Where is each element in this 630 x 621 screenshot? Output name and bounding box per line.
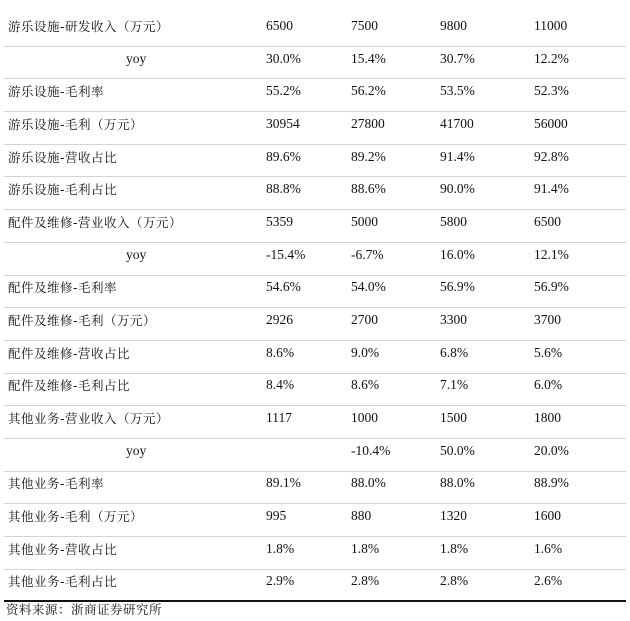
value-cell: 1000 bbox=[351, 410, 378, 426]
row-label: 配件及维修-毛利占比 bbox=[8, 378, 131, 394]
row-label: 游乐设施-毛利（万元） bbox=[8, 116, 144, 132]
value-cell: 55.2% bbox=[266, 83, 301, 99]
value-cell: 89.2% bbox=[351, 148, 386, 164]
row-label: 游乐设施-毛利占比 bbox=[8, 182, 118, 198]
row-label: 其他业务-毛利率 bbox=[8, 476, 105, 492]
value-cell: 5000 bbox=[351, 213, 378, 229]
value-cell: 1.8% bbox=[266, 540, 295, 556]
value-cell: 6500 bbox=[534, 213, 561, 229]
row-label: 配件及维修-毛利（万元） bbox=[8, 313, 157, 329]
row-label: yoy bbox=[126, 50, 147, 66]
value-cell: 9.0% bbox=[351, 344, 380, 360]
value-cell: 90.0% bbox=[440, 181, 475, 197]
row-label: yoy bbox=[126, 442, 147, 458]
value-cell: 1.6% bbox=[534, 540, 563, 556]
value-cell: 52.3% bbox=[534, 83, 569, 99]
value-cell: 1500 bbox=[440, 410, 467, 426]
value-cell: 9800 bbox=[440, 17, 467, 33]
value-cell: 16.0% bbox=[440, 246, 475, 262]
source-note: 资料来源：浙商证券研究所 bbox=[6, 602, 163, 617]
value-cell: 30954 bbox=[266, 115, 300, 131]
value-cell: 27800 bbox=[351, 115, 385, 131]
value-cell: 6500 bbox=[266, 17, 293, 33]
value-cell: 995 bbox=[266, 508, 287, 524]
value-cell: 5800 bbox=[440, 213, 467, 229]
table-row bbox=[4, 570, 626, 603]
value-cell: 1800 bbox=[534, 410, 561, 426]
value-cell: 11000 bbox=[534, 17, 568, 33]
value-cell: 89.1% bbox=[266, 475, 301, 491]
value-cell: 3300 bbox=[440, 312, 467, 328]
value-cell: 54.0% bbox=[351, 279, 386, 295]
value-cell: -6.7% bbox=[351, 246, 384, 262]
value-cell: 1.8% bbox=[351, 540, 380, 556]
financial-table bbox=[4, 14, 626, 602]
value-cell: 88.9% bbox=[534, 475, 569, 491]
value-cell: 15.4% bbox=[351, 50, 386, 66]
value-cell: 8.4% bbox=[266, 377, 295, 393]
row-label: 配件及维修-毛利率 bbox=[8, 280, 118, 296]
value-cell: 8.6% bbox=[351, 377, 380, 393]
value-cell: 7.1% bbox=[440, 377, 469, 393]
value-cell: 88.6% bbox=[351, 181, 386, 197]
value-cell: 2.6% bbox=[534, 573, 563, 589]
row-label: 其他业务-毛利（万元） bbox=[8, 509, 144, 525]
row-label: 游乐设施-营收占比 bbox=[8, 149, 118, 165]
value-cell: 7500 bbox=[351, 17, 378, 33]
value-cell: 88.8% bbox=[266, 181, 301, 197]
value-cell: 50.0% bbox=[440, 442, 475, 458]
value-cell: 92.8% bbox=[534, 148, 569, 164]
value-cell: 12.2% bbox=[534, 50, 569, 66]
value-cell: 56000 bbox=[534, 115, 568, 131]
value-cell: 56.2% bbox=[351, 83, 386, 99]
row-label: 配件及维修-营收占比 bbox=[8, 345, 131, 361]
value-cell: 89.6% bbox=[266, 148, 301, 164]
row-label: 其他业务-营业收入（万元） bbox=[8, 411, 170, 427]
value-cell: 6.0% bbox=[534, 377, 563, 393]
value-cell: 2700 bbox=[351, 312, 378, 328]
value-cell: 2.9% bbox=[266, 573, 295, 589]
row-label: 其他业务-营收占比 bbox=[8, 541, 118, 557]
row-label: 其他业务-毛利占比 bbox=[8, 574, 118, 590]
value-cell: 30.0% bbox=[266, 50, 301, 66]
value-cell: 41700 bbox=[440, 115, 474, 131]
value-cell: 1600 bbox=[534, 508, 561, 524]
value-cell: 6.8% bbox=[440, 344, 469, 360]
value-cell: 12.1% bbox=[534, 246, 569, 262]
row-label: 游乐设施-毛利率 bbox=[8, 84, 105, 100]
value-cell: 30.7% bbox=[440, 50, 475, 66]
value-cell: 8.6% bbox=[266, 344, 295, 360]
value-cell: 1.8% bbox=[440, 540, 469, 556]
value-cell: 20.0% bbox=[534, 442, 569, 458]
value-cell: 1320 bbox=[440, 508, 467, 524]
row-label: 配件及维修-营业收入（万元） bbox=[8, 214, 183, 230]
value-cell: 2.8% bbox=[440, 573, 469, 589]
value-cell: 54.6% bbox=[266, 279, 301, 295]
value-cell: 88.0% bbox=[440, 475, 475, 491]
value-cell: 5.6% bbox=[534, 344, 563, 360]
value-cell: -15.4% bbox=[266, 246, 306, 262]
value-cell: 56.9% bbox=[534, 279, 569, 295]
value-cell: 5359 bbox=[266, 213, 293, 229]
row-label: yoy bbox=[126, 246, 147, 262]
value-cell: 91.4% bbox=[534, 181, 569, 197]
value-cell: 880 bbox=[351, 508, 372, 524]
value-cell: 2.8% bbox=[351, 573, 380, 589]
value-cell: 3700 bbox=[534, 312, 561, 328]
value-cell: 53.5% bbox=[440, 83, 475, 99]
value-cell: 88.0% bbox=[351, 475, 386, 491]
row-label: 游乐设施-研发收入（万元） bbox=[8, 18, 170, 34]
value-cell: 1117 bbox=[266, 410, 292, 426]
value-cell: -10.4% bbox=[351, 442, 391, 458]
value-cell bbox=[266, 435, 346, 467]
value-cell: 56.9% bbox=[440, 279, 475, 295]
value-cell: 91.4% bbox=[440, 148, 475, 164]
value-cell: 2926 bbox=[266, 312, 293, 328]
